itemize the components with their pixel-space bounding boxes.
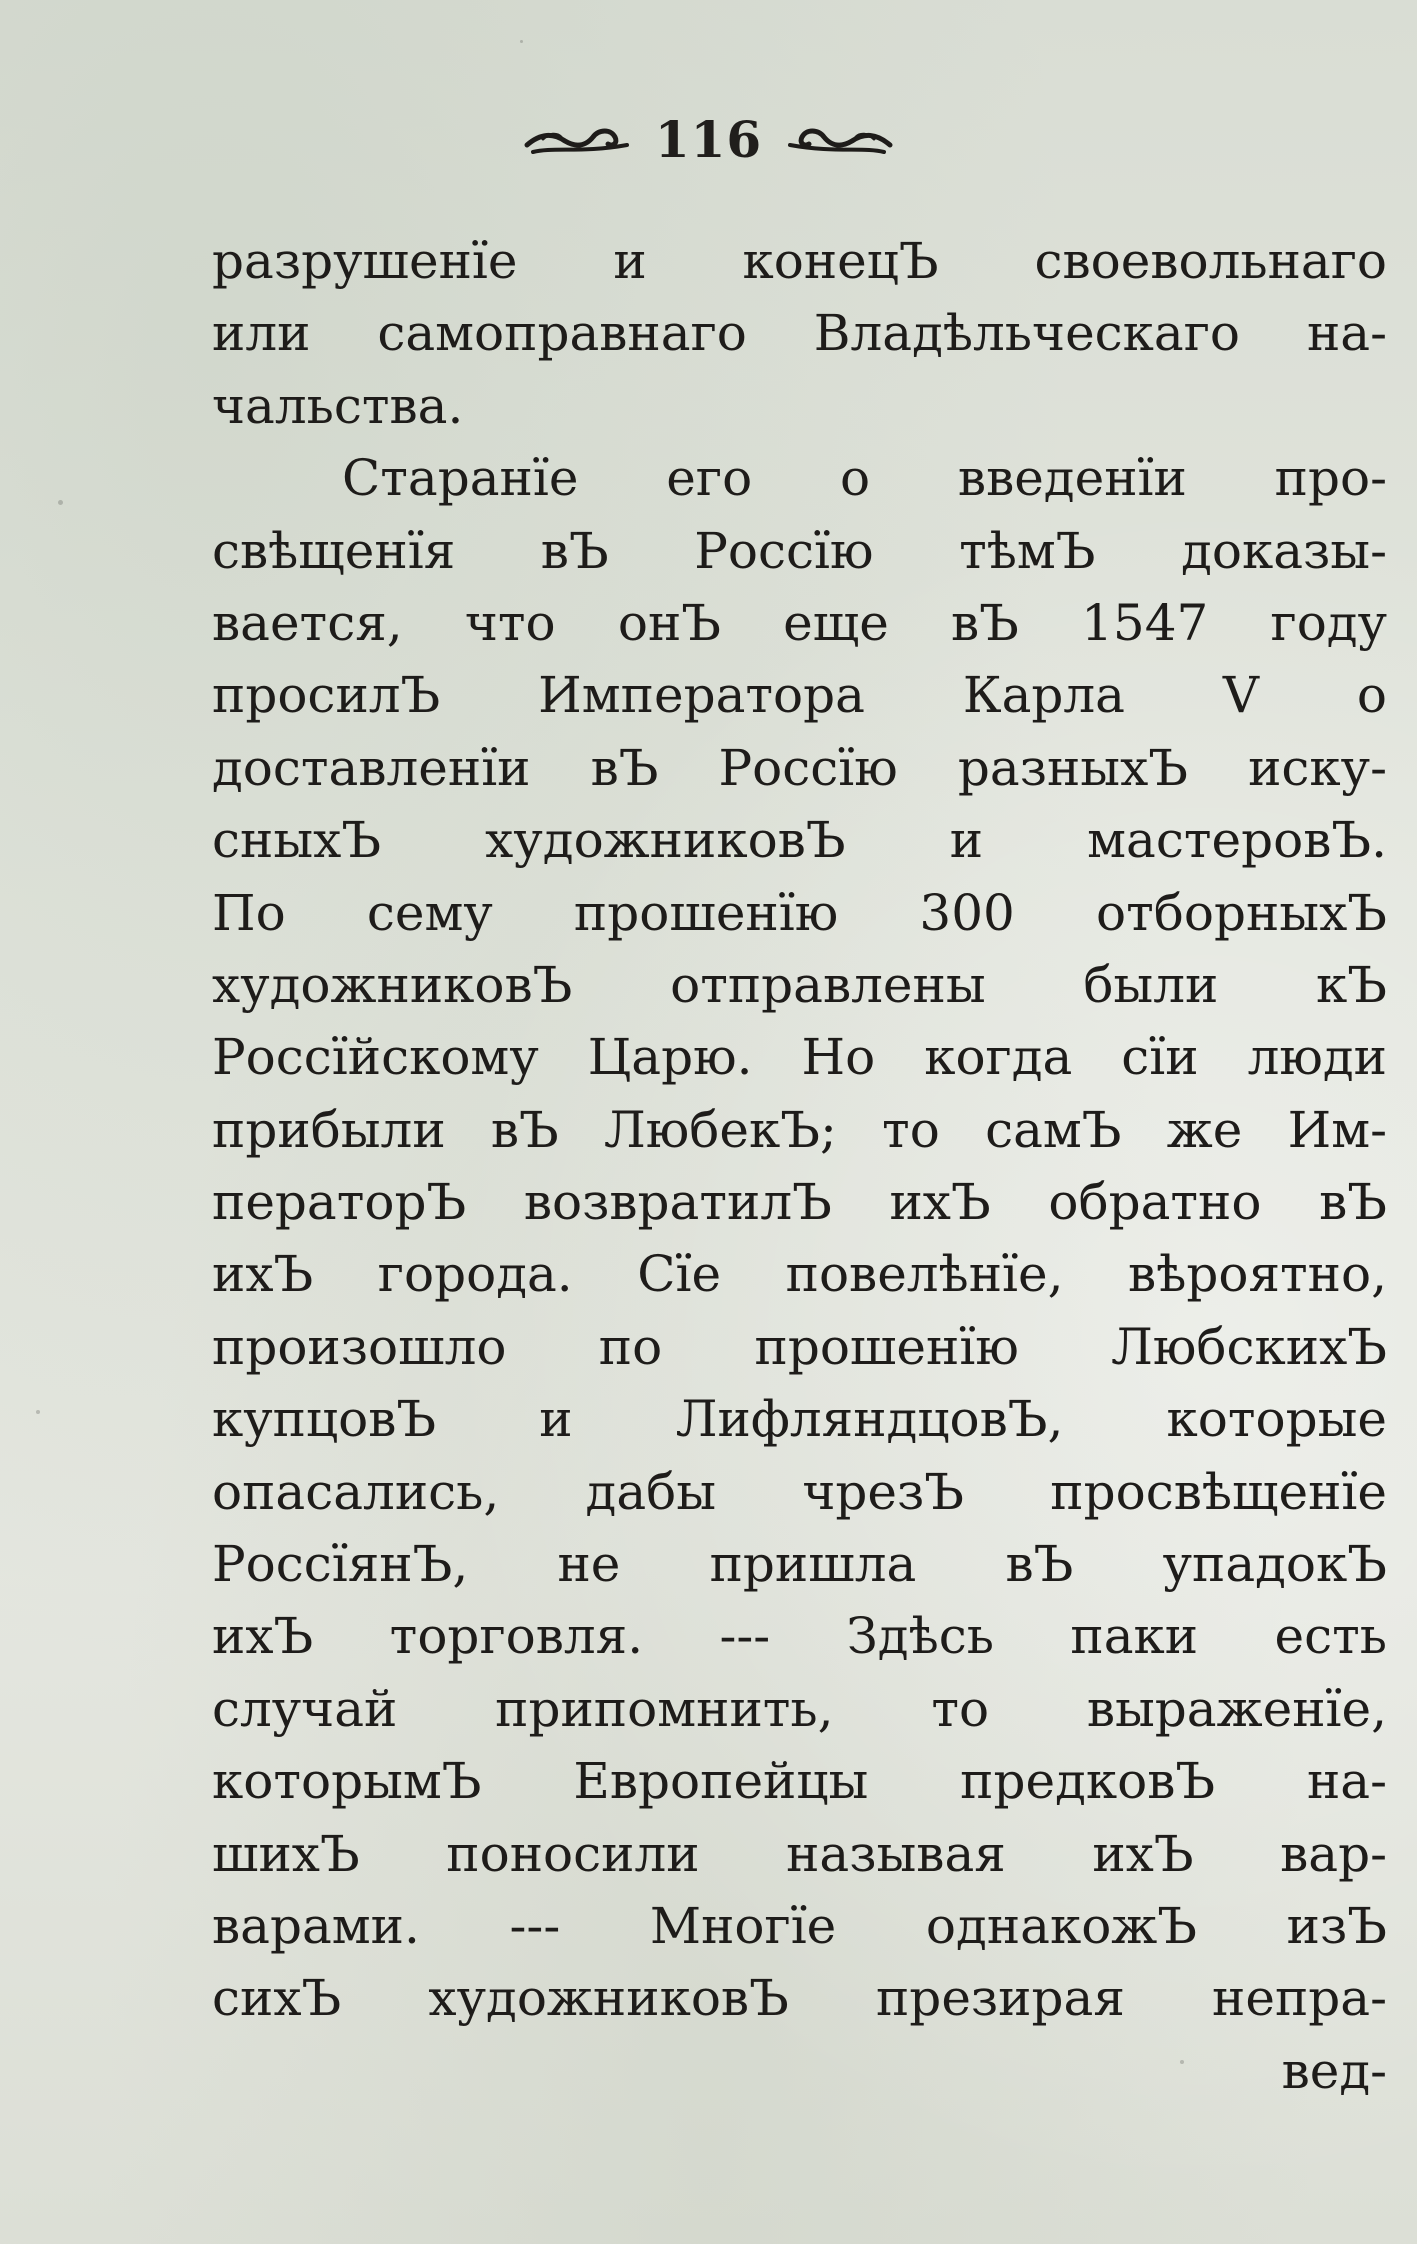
text-line: РоссїянЪ, не пришла вЪ упадокЪ: [212, 1535, 1387, 1594]
text-line: доставленїи вЪ Россїю разныхЪ иску-: [212, 738, 1387, 797]
paper-speck: [1180, 2060, 1184, 2064]
text-line: разрушенїе и конецЪ своевольнаго: [212, 232, 1387, 290]
text-line: или самоправнаго Владѣльческаго на-: [212, 304, 1387, 363]
text-line: купцовЪ и ЛифляндцовЪ, которые: [212, 1390, 1387, 1449]
left-ornament-icon: [523, 119, 633, 159]
paper-speck: [36, 1410, 40, 1414]
text-line: чальства.: [212, 376, 464, 435]
text-line: ихЪ города. Сїе повелѣнїе, вѣроятно,: [212, 1245, 1387, 1304]
text-line: варами. --- Многїе однакожЪ изЪ: [212, 1896, 1387, 1955]
text-line: сныхЪ художниковЪ и мастеровЪ.: [212, 811, 1387, 870]
text-line: которымЪ Европейцы предковЪ на-: [212, 1752, 1387, 1811]
text-line: Старанїе его о введенїи про-: [342, 449, 1387, 508]
paper-speck: [58, 500, 63, 505]
text-line: художниковЪ отправлены были кЪ: [212, 955, 1387, 1014]
page-number: 116: [654, 109, 763, 169]
text-line: свѣщенїя вЪ Россїю тѣмЪ доказы-: [212, 521, 1387, 580]
text-line: ихЪ торговля. --- Здѣсь паки есть: [212, 1607, 1387, 1666]
text-line: случай припомнить, то выраженїе,: [212, 1679, 1387, 1738]
text-line: вается, что онЪ еще вЪ 1547 году: [212, 593, 1387, 652]
body-text: [212, 225, 1387, 2107]
text-line: просилЪ Императора Карла V о: [212, 666, 1387, 725]
text-line: Россїйскому Царю. Но когда сїи люди: [212, 1028, 1387, 1087]
catchword: вед-: [1281, 2041, 1387, 2100]
text-line: По сему прошенїю 300 отборныхЪ: [212, 883, 1387, 942]
text-line: шихЪ поносили называя ихЪ вар-: [212, 1824, 1387, 1883]
text-line: ператорЪ возвратилЪ ихЪ обратно вЪ: [212, 1173, 1387, 1232]
paper-speck: [520, 40, 523, 43]
text-line: прибыли вЪ ЛюбекЪ; то самЪ же Им-: [212, 1100, 1387, 1159]
text-line: сихЪ художниковЪ презирая непра-: [212, 1969, 1387, 2028]
text-line: опасались, дабы чрезЪ просвѣщенїе: [212, 1462, 1387, 1521]
page-header: [0, 104, 1417, 174]
right-ornament-icon: [784, 119, 894, 159]
text-line: произошло по прошенїю ЛюбскихЪ: [212, 1317, 1387, 1376]
